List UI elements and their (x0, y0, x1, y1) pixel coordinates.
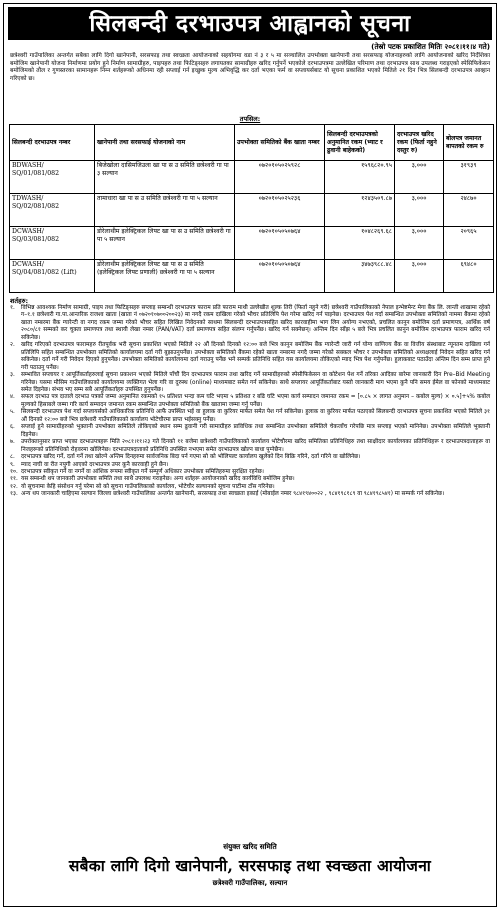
fee-amount: ३,००० (395, 260, 444, 293)
fee-amount: ३,००० (395, 194, 444, 227)
term-text: सप्लाई हुने सामाग्रीहरुको भुक्तानी उपभोक्ता समितिले तोकिएको स्थान सम्म ढुवानी गरी सामाग्रीहरु प्राविधिक तथा सम्बन्धित उपभोक्ता समितिले चेकजाँच गरेपछि मात्र सप्लाइ भएको मानिनेछ। उपभोक्ता समितिले भुक्तानी दिइनेछ। (21, 424, 490, 438)
list-item (10, 439, 490, 454)
term-number: ४. (10, 394, 15, 401)
term-number: ११. (10, 476, 18, 483)
bid-table (9, 124, 494, 293)
notice-page (3, 3, 497, 907)
intro-paragraph: छत्रेश्वरी गाउँपालिका अन्तर्गत सबैका लागि दिगो खानेपानी, सरसफाइ तथा स्वच्छता आयोजनाको सहयोगमा वडा नं ३ र ५ मा सञ्चालित उपभोक्ता खानेपानी तथा सरसफाइ योजनाहरुको लागि आयोजनाको खरिद निर्देशिका बमोजिम खानेपानी योजना निर्माणमा प्रयोग हुने निर्माण सामाग्रीहरु, पाइपहरु तथा फिटिङ्सहरु लगायतका सामाग्रीहरु खरिद गर्नुपर्ने भएकोले दरभाउपत्रमा उल्लेखित परिमाण तथा दरभाउपत्र साथ उपलब्ध गराइएको स्पेसिफिकेसन बमोजिमको तौल र गुणस्तरका सामानहरू निम्न शर्तहरूको अधिनमा रही सप्लाई गर्न इच्छुक मुल्य अभिवृद्धि कर दर्ता भएका फर्म वा सप्लायर्सबाट यो सूचना प्रकाशित भएको मितिले २१ दिन भित्र सिलबन्दी दरभाउपत्र आव्हान गरिएको छ। (10, 53, 490, 82)
signature-block (4, 840, 496, 906)
office-location: छत्रेश्वरी गाउँपालिका, सल्यान (212, 879, 288, 887)
term-number: १३. (10, 491, 18, 498)
header-project-name: खानेपानी तथा सरसफाई योजनाको नाम (95, 125, 235, 161)
bid-security-amount: २०९६५ (444, 227, 494, 260)
table-header-row (10, 125, 494, 161)
term-number: ५. (10, 409, 15, 416)
table-row (10, 161, 494, 194)
list-item (10, 476, 490, 483)
list-item (10, 409, 490, 424)
term-text: सफल दरभाउ पत्र दाताले दरभाउ पत्रको जम्मा अनुमानित रकमको १५ प्रतिशत भन्दा कम घटि भएमा ५ प्रतिशत र बढि घटि भएमा कार्य सम्पादन जमानत रकम = [०.८५ × लागत अनुमान – कबोल मुल्य) × ०.५]+५% कबोल मुल्यको हिसाबले जम्मा गरि कार्य सम्पादन जमानत रकम सम्बन्धित उपभोक्ता समितिको बैंक खातामा जम्मा गर्नु पर्नेछ। (21, 394, 490, 408)
term-text: विभिन्न आवश्यक निर्माण सामाग्री, पाइप तथा फिटिङ्सहरु सप्लाइ सम्बन्धी दरभाउपत्र फाराम प्रति फाराम माथी उल्लेखीत शुल्क तिरी (फिर्ता नहुने गरी) छत्रेश्वरी गाउँपालिकाको नेपाल इन्भेष्टमेन्ट मेगा बैंक लि. लान्ती शाखामा रहेको ग–१.१ छत्रेश्वरी गा.पा.आन्तरिक राजश्व खाता (खाता नं ०७२०१०७००२००२३) मा नगदै रकम दाखिला गरेको भौचर प्रतिलिपि पेश गरेमा खरिद गर्न पाइनेछ। दरभाउपत्र पेश गर्दा सम्बन्धित उपभोक्ता समितिको नाममा बैंकमा रहेको खाता नम्बरमा बैंक ग्यारेन्टी वा नगद रकम जम्मा गरेको भौचर सहित लिखित निवेदनको साथमा सिलबन्दी दरभाउपत्रसहित खरिद कारवाहीमा भाग लिन अयोग्य नभएको, प्रचलित कानुन बमोजिम दर्ता प्रमाणपत्र, आर्थिक वर्ष २०८०/८१ सम्मको कर चुक्ता प्रमाणपत्र तथा स्थायी लेखा नम्बर (PAN/VAT) दर्ता प्रमाणपत्र सहित संलग्न गर्नुपर्नेछ। खरिद गर्न सक्नेछन्। अन्तिम दिन साँझ ५ बजे भित्र प्रचलित कानुन बमोजिम दरभाउपत्र फाराम खरिद गर्न सकिनेछ। (21, 305, 490, 341)
bid-code: DCWASH/ SQ/04/081/082 (Lift) (10, 260, 95, 293)
term-text: यस सम्बन्धी थप जानकारी उपभोक्ता समिति तथा साथै उपलब्ध गराइनेछ। अन्य शर्तहरू आयोजनाको खरिद कार्यविधि बमोजिम हुनेछ। (21, 476, 295, 483)
bank-account: ०७२०१०५०२५२३६ (235, 194, 325, 227)
bid-code: BDWASH/ SQ/01/081/082 (10, 161, 95, 194)
term-text: दरभाउपत्र खरिद गर्ने, दर्ता गर्ने तथा खोल्ने अन्तिम दिनहरुमा सार्वजनिक बिदा पर्न गएमा सो को भोलिपल्ट कार्यालय खुलेको दिन बिक्रि गरिने, दर्ता गरिने वा खोलिनेछ। (21, 454, 361, 461)
tapasil-label: तपसिल: (239, 115, 261, 123)
estimate-amount: १०४८२६९.६८ (325, 227, 395, 260)
estimate-amount: १५९६८२०.९५ (325, 161, 395, 194)
term-number: ९. (10, 461, 15, 468)
terms-heading: शर्तहरु: (10, 297, 29, 305)
list-item (10, 454, 490, 461)
bank-account: ०७२०१०५०२५९२८ (235, 161, 325, 194)
term-text: म्याद नाघी वा रीत नपुगी आएको दरभाउपत्र उपर कुनै कारवाही हुने छैन। (21, 461, 169, 468)
term-number: ८. (10, 454, 15, 461)
header-bank-account: उपभोक्ता समितिको बैंक खाता नम्बर (235, 125, 325, 161)
term-text: अन्य थप जानकारी चाहिएमा सल्यान जिल्ला छत्रेश्वरी गाउँपालिका अन्तर्गत खानेपानी, सरसफाइ तथा स्वच्छता इकाई (मोबाईल नम्बर ९८४१९४००२२ , ९८४१९८१८९ वा ९८४१९८५४१) मा सम्पर्क गर्न सकिनेछ। (21, 491, 445, 498)
list-item (10, 491, 490, 498)
list-item (10, 394, 490, 409)
term-number: २. (10, 342, 15, 349)
bank-account: ०७२०१०५०५०७६४ (235, 260, 325, 293)
bid-code: DCWASH/ SQ/03/081/082 (10, 227, 95, 260)
term-number: १२. (10, 483, 18, 490)
list-item (10, 424, 490, 439)
term-text: यो सूचनामा केहि संसोधन गर्नु परेमा सो को सूचना गाउँपालिकाको कार्यालय, भोटेचौर सल्यानको सूचना पाटीमा टाँस गरिनेछ। (21, 483, 275, 490)
term-number: ६. (10, 424, 15, 431)
list-item (10, 342, 490, 372)
fee-amount: ३,००० (395, 227, 444, 260)
list-item (10, 462, 490, 469)
term-text: सम्भावित सप्लायर र आपूर्तिकर्ताहरुलाई सूचना प्रकाशन भएको मितिले पाँचौं दिन दरभाउपत्र फाराम तथा खरिद गर्ने सामाग्रीहरुको स्पेसीफिकेसन वा कोटेशन पेश गर्ने तरिका आदिका बारेमा जानकारी दिन Pre–Bid Meeting गरिनेछ। यसमा मौसिम गाउँपालिकाको कार्यालयमा व्यक्तिगत भेला गरि वा दुरुस्थ (online) माध्यमबाट समेत गर्न सकिनेछ। साथै सप्लायर आपूर्तिकर्ताबाट यस्तो जानकारी माग भएमा कुनै पनि समय ईमेल वा फोनको माध्यमबाट समेत दिइनेछ। संभव भए सम्म सबै आपूर्तिकर्ताहरु उपस्थित हुनुपर्नेछ। (21, 372, 490, 393)
term-text: सिलबन्दी दरभाउपत्र पेश गर्दा सप्लायर्सको आधिकारिक प्रतिनिधि आफैं उपस्थित भई वा हुलाक वा कुरियर मार्फत समेत पेश गर्न सकिनेछ। हुलाक वा कुरियर मार्फत पठाएको सिलबन्दी दरभाउपत्र सूचना प्रकाशित भएको मितिले ३१ औं दिनको १२:०० बजे भित्र छत्रेश्वरी गाउँपालिकाको कार्यालय भोटेचौरमा प्राप्त भईसक्नु पर्नेछ। (21, 409, 490, 423)
term-number: ३. (10, 372, 15, 379)
project-name: तामाधारा खा पा स उ समिति छत्रेश्वरी गा पा ५ सल्यान (95, 194, 235, 227)
bid-security-amount: २४८७० (444, 194, 494, 227)
table-row (10, 227, 494, 260)
table-row (10, 260, 494, 293)
term-number: १०. (10, 468, 18, 475)
terms-list (4, 305, 496, 499)
committee-name: संयुक्त खरिद समिति (223, 842, 277, 851)
header-fee: दरभाउपत्र खरिद रकम (फिर्ता नहुने दस्तुर रु) (395, 125, 444, 161)
header-estimate: सिलबन्दी दरभाउपत्रको अनुमानित रकम (भ्याट र ढुवानी बाहेकको) (325, 125, 395, 161)
project-name: डोरेलाथीम इलेक्ट्रिकल लिफ्ट खा पा स उ समिति (इलेक्ट्रिकल लिफ्ट प्रणाली) छत्रेश्वरी गा पा ५ सल्यान (95, 260, 235, 293)
bid-code: TDWASH/ SQ/02/081/082 (10, 194, 95, 227)
term-text: दरभाउपत्र स्वीकृत गर्ने वा नगर्ने वा आंशिक रूपमा स्वीकृत गर्ने सम्पूर्ण अधिकार उपभोक्ता समितिहरुमा सुरक्षित रहनेछ। (21, 468, 264, 475)
estimate-amount: १२४३५०९.८७ (325, 194, 395, 227)
bank-account: ०७२०१०५०५०७६४ (235, 227, 325, 260)
notice-title: सिलबन्दी दरभाउपत्र आह्वानको सूचना (8, 7, 492, 40)
header-bid-number: सिलबन्दी दरभाउपत्र नम्बर (10, 125, 95, 161)
project-org-name: सबैका लागि दिगो खानेपानी, सरसफाइ तथा स्वच्छता आयोजना (68, 856, 432, 875)
list-item (10, 305, 490, 342)
project-name: बिजेखोला दासिमजिउला खा पा स उ समिति छत्रेश्वरी गा पा ३ सल्यान (95, 161, 235, 194)
list-item (10, 372, 490, 394)
term-number: १. (10, 305, 15, 311)
fee-amount: ३,००० (395, 161, 444, 194)
term-text: खरिद गरिएको दरभाउपत्र फारामहरु रीतपूर्वक भरी सूचना प्रकाशित भएको मितिले २२ औं दिनको दिनको १२:०० बजे भित्र कानुन बमोजिम बैंक ग्यारेन्टी जारी गर्न योग्य वाणिज्य बैंक वा वित्तीय संस्थाबाट न्यूनतम दाखिला गर्न प्रतिलिपि सहित सम्बन्धित उपभोक्ता समितिको कार्यालयमा दर्ता गरी बुझाउनुपर्नेछ। उपभोक्ता समितिको बैंकमा रहेको खाता नम्बरमा नगदै जम्मा गरेको सक्कल भौचर र उपभोक्ता समितिको अध्यक्षलाई निवेदन सहित खरिद गर्न सकिनेछ। दर्ता गर्ने गरी निवेदन दिएको हुनुपर्नेछ। उपभोक्ता समितिको कार्यालयमा दर्ता गराउनु पर्नेछ भने सम्पर्क प्रतिनिधि सहित यस कार्यालयमा तोकिएको म्याद भित्र पेश गर्नुपर्नेछ। हुलाकबाट पठाउँदा अन्तिम दिन सम्म प्राप्त हुने गरी पठाउनु पर्नेछ। (21, 342, 490, 371)
bid-security-amount: ३१९३९ (444, 161, 494, 194)
project-name: डोरेलाथीम इलेक्ट्रिकल लिफ्ट खा पा स उ समिति छत्रेश्वरी गा पा ५ सल्यान (95, 227, 235, 260)
publish-date-line: (तेस्रो पटक प्रकाशित मितिः २०८१।११।४ गते) (371, 42, 490, 51)
estimate-amount: ३४७३९८८.४८ (325, 260, 395, 293)
header-bid-security: बोलपत्र जमानत बापतको रकम रु (444, 125, 494, 161)
term-text: उपरोक्तानुसार प्राप्त भएका दरभाउपत्रहरू मिति २०८१।११।२३ गते दिनको ११ बजेमा छत्रेश्वरी गाउँपालिकाको कार्यालय भोटेचौरमा खरिद समितिका प्रतिनिधिहरु तथा साक्षीदार कार्यालयका प्रतिनिधिहरू र दरभाउपत्रदाताहरू वा निजहरूको प्रतिनिधिको रोहवरमा खोलिनेछ। दरभाउपत्रदाताको प्रतिनिधि उपस्थित नभएमा समेत दरभाउपत्र खोल्न बाधा पुग्नेछैन। (21, 439, 490, 453)
bid-security-amount: ६९४८० (444, 260, 494, 293)
term-number: ७. (10, 439, 15, 446)
table-row (10, 194, 494, 227)
